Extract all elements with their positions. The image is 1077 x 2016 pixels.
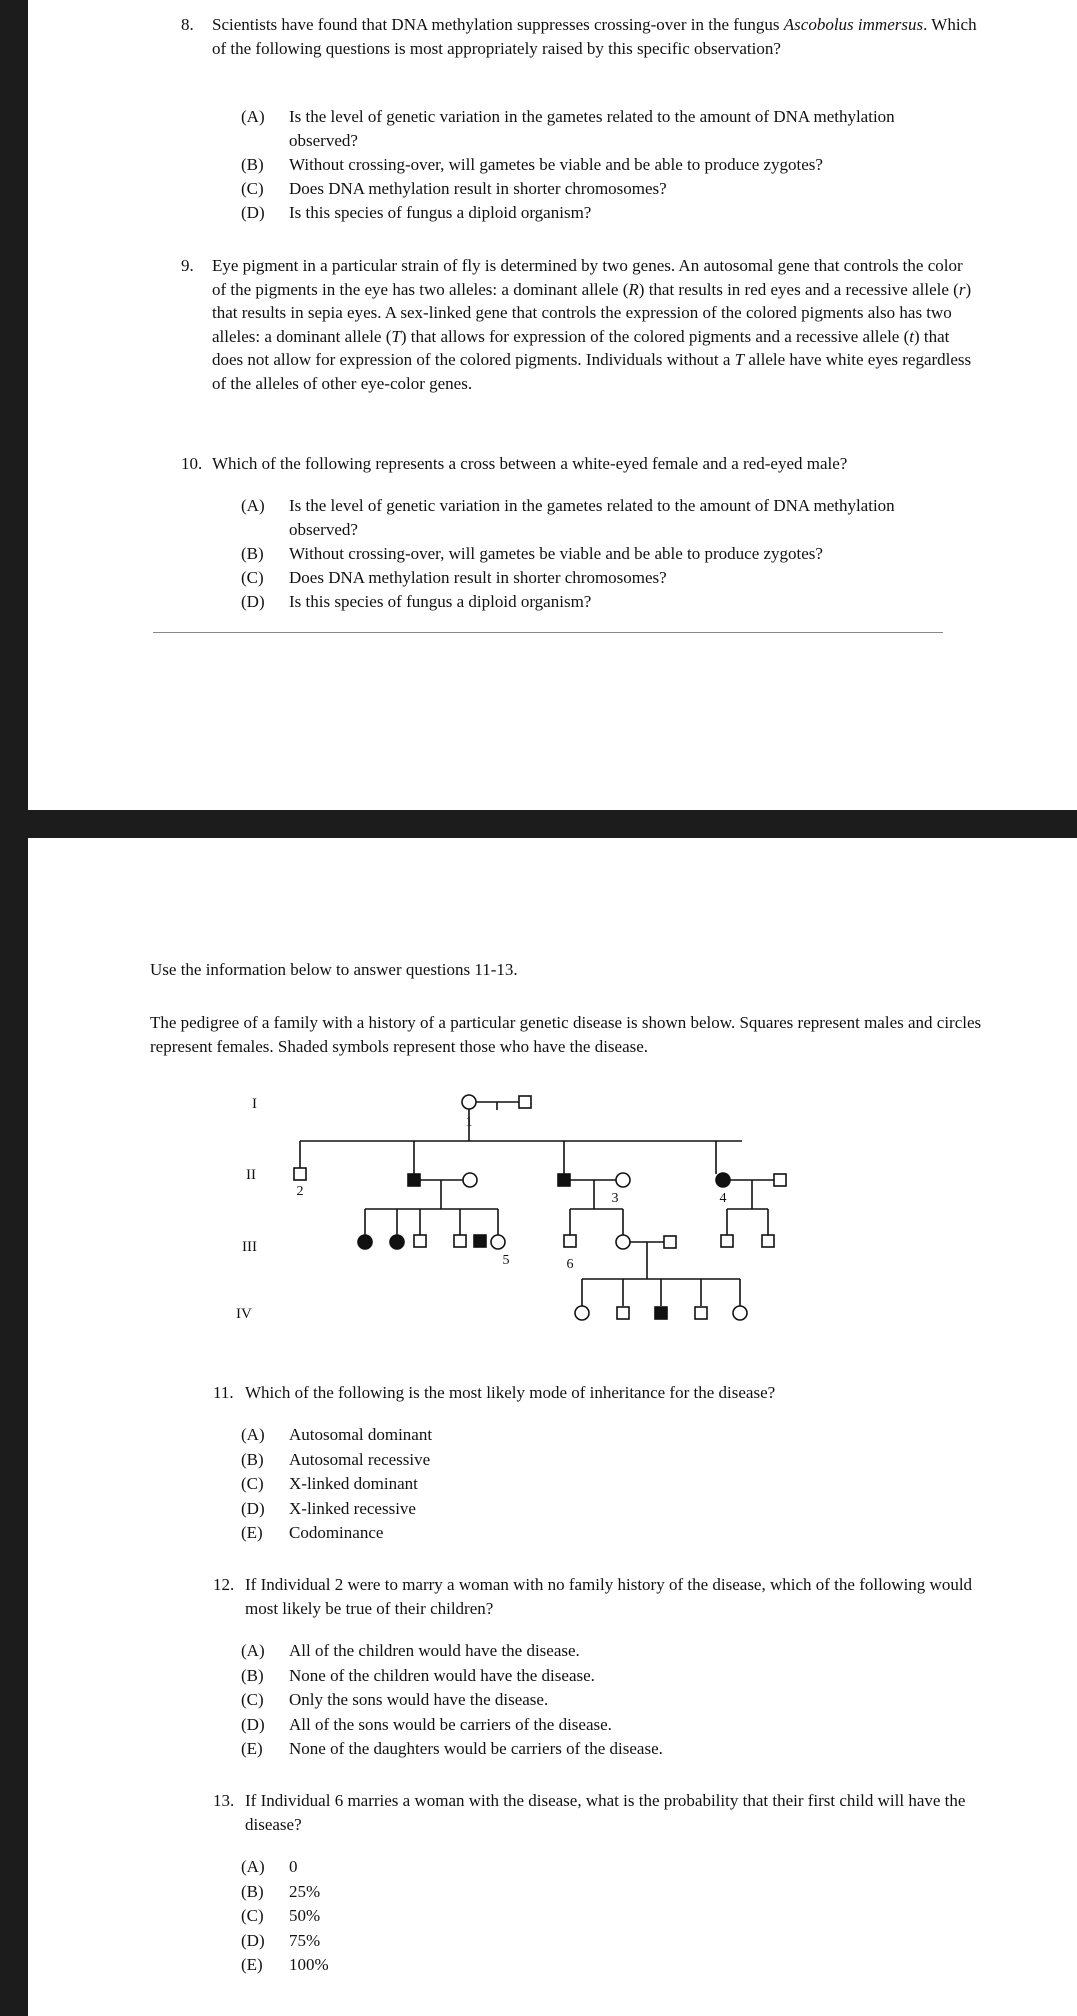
female-affected — [390, 1235, 404, 1249]
question-10 — [181, 452, 981, 476]
male-unaffected — [519, 1096, 531, 1108]
generation-label-i: I — [252, 1096, 257, 1112]
male-unaffected — [721, 1235, 733, 1247]
page-1 — [28, 0, 1077, 810]
male-unaffected — [695, 1307, 707, 1319]
question-number: 9. — [181, 256, 194, 275]
question-12 — [213, 1573, 993, 1620]
page-2 — [28, 838, 1077, 2016]
male-affected — [408, 1174, 420, 1186]
question-8 — [181, 13, 981, 60]
question-11 — [213, 1381, 993, 1405]
option-c[interactable]: (C) X-linked dominant — [241, 1474, 418, 1493]
female-unaffected — [616, 1173, 630, 1187]
option-a[interactable]: (A) 0 — [241, 1857, 298, 1876]
question-stem: Scientists have found that DNA methylation suppresses crossing-over in the fungus Ascobolus immersus. Which of the following questions is most appropriately raised by this specific observation? — [212, 15, 977, 58]
individual-label-3: 3 — [611, 1191, 619, 1206]
option-b[interactable]: (B) Without crossing-over, will gametes be viable and be able to produce zygotes? — [241, 544, 823, 563]
male-unaffected — [762, 1235, 774, 1247]
page-divider-rule — [153, 632, 943, 633]
option-b[interactable]: (B) 25% — [241, 1881, 321, 1901]
male-unaffected — [617, 1307, 629, 1319]
generation-label-ii: II — [246, 1167, 256, 1183]
option-d[interactable]: (D) 75% — [241, 1930, 321, 1950]
option-c[interactable]: (C) Only the sons would have the disease. — [241, 1690, 549, 1709]
female-unaffected — [491, 1235, 505, 1249]
female-unaffected — [733, 1306, 747, 1320]
option-d[interactable]: (D) Is this species of fungus a diploid organism? — [241, 203, 592, 222]
option-b[interactable]: (B) None of the children would have the disease. — [241, 1665, 595, 1685]
option-b[interactable]: (B) Without crossing-over, will gametes be viable and be able to produce zygotes? — [241, 155, 823, 174]
option-d[interactable]: (D) Is this species of fungus a diploid organism? — [241, 592, 592, 611]
option-a[interactable]: (A) Autosomal dominant — [241, 1425, 433, 1444]
option-d[interactable]: (D) All of the sons would be carriers of the disease. — [241, 1714, 612, 1734]
male-unaffected — [414, 1235, 426, 1247]
option-e[interactable]: (E) Codominance — [241, 1523, 384, 1542]
female-unaffected — [616, 1235, 630, 1249]
question-stem: Eye pigment in a particular strain of fly is determined by two genes. An autosomal gene that controls the color of the pigments in the eye has two alleles: a dominant allele (R) that results in red eyes and a recessive allele (r) that results in sepia eyes. A sex-linked gene that controls the expression of the colored pigments also has two alleles: a dominant allele (T) that allows for expression of the colored pigments and a recessive allele (t) that does not allow for expression of the colored pigments. Individuals without a T allele have white eyes regardless of the alleles of other eye-color genes. — [212, 256, 972, 393]
male-unaffected — [294, 1168, 306, 1180]
question-stem: Which of the following represents a cross between a white-eyed female and a red-eyed male? — [212, 454, 848, 473]
male-unaffected — [454, 1235, 466, 1247]
species-name: Ascobolus immersus — [783, 15, 924, 34]
options-q12 — [241, 1639, 941, 1762]
female-affected — [358, 1235, 372, 1249]
question-9 — [181, 254, 981, 395]
question-stem: Which of the following is the most likely mode of inheritance for the disease? — [245, 1383, 776, 1402]
options-q8 — [241, 105, 921, 225]
option-a[interactable]: (A) Is the level of genetic variation in the gametes related to the amount of DNA methylation observed? — [241, 496, 895, 539]
generation-label-iii: III — [242, 1239, 257, 1255]
generation-label-iv: IV — [236, 1306, 252, 1322]
male-unaffected — [774, 1174, 786, 1186]
male-unaffected — [564, 1235, 576, 1247]
option-a[interactable]: (A) Is the level of genetic variation in the gametes related to the amount of DNA methylation observed? — [241, 107, 895, 150]
options-q10 — [241, 494, 921, 614]
option-e[interactable]: (E) None of the daughters would be carriers of the disease. — [241, 1739, 663, 1758]
male-affected — [558, 1174, 570, 1186]
individual-label-2: 2 — [296, 1184, 304, 1199]
question-number: 11. — [213, 1383, 234, 1402]
options-q13 — [241, 1855, 541, 1978]
question-number: 13. — [213, 1791, 235, 1810]
individual-label-5: 5 — [502, 1253, 510, 1268]
option-b[interactable]: (B) Autosomal recessive — [241, 1449, 431, 1469]
question-number: 8. — [181, 15, 194, 34]
male-unaffected — [664, 1236, 676, 1248]
question-13 — [213, 1789, 993, 1836]
question-stem: If Individual 2 were to marry a woman with no family history of the disease, which of the following would most likely be true of their children? — [245, 1575, 973, 1618]
option-c[interactable]: (C) Does DNA methylation result in shorter chromosomes? — [241, 179, 667, 198]
question-number: 10. — [181, 454, 203, 473]
question-number: 12. — [213, 1575, 235, 1594]
individual-label-1: 1 — [465, 1115, 473, 1130]
option-d[interactable]: (D) X-linked recessive — [241, 1498, 416, 1518]
options-q11 — [241, 1423, 841, 1546]
female-unaffected — [575, 1306, 589, 1320]
male-affected — [655, 1307, 667, 1319]
question-stem: If Individual 6 marries a woman with the disease, what is the probability that their first child will have the disease? — [245, 1791, 966, 1834]
option-a[interactable]: (A) All of the children would have the disease. — [241, 1641, 580, 1660]
individual-label-6: 6 — [566, 1257, 574, 1272]
option-c[interactable]: (C) Does DNA methylation result in shorter chromosomes? — [241, 568, 667, 587]
option-e[interactable]: (E) 100% — [241, 1955, 329, 1974]
female-unaffected — [463, 1173, 477, 1187]
pedigree-description: The pedigree of a family with a history of a particular genetic disease is shown below. Squares represent males and circles represent females. Shaded symbols represent those who have the disease. — [150, 1013, 982, 1056]
female-affected — [716, 1173, 730, 1187]
male-affected — [474, 1235, 486, 1247]
option-c[interactable]: (C) 50% — [241, 1906, 321, 1925]
individual-label-4: 4 — [719, 1191, 727, 1206]
section-intro: Use the information below to answer questions 11-13. — [150, 960, 518, 979]
female-unaffected — [462, 1095, 476, 1109]
